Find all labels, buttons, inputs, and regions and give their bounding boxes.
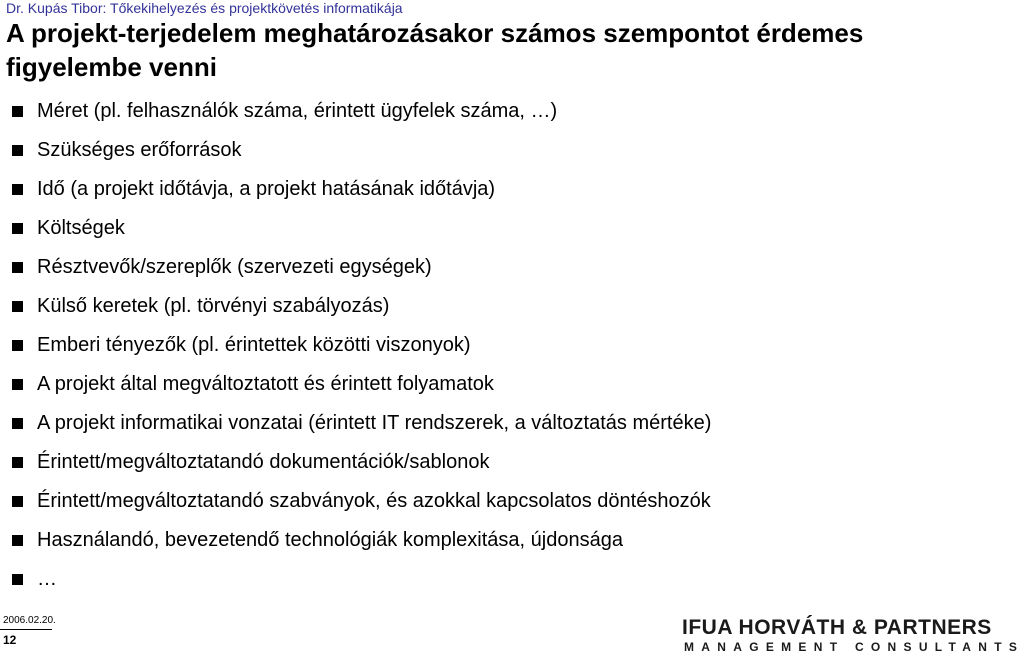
company-logo [682, 616, 1024, 656]
bullet-item [0, 92, 960, 131]
bullet-text: Érintett/megváltoztatandó dokumentációk/sablonok [37, 451, 490, 473]
bullet-text: A projekt informatikai vonzatai (érintett IT rendszerek, a változtatás mértéke) [37, 412, 712, 434]
bullet-item [0, 521, 960, 560]
bullet-text: Szükséges erőforrások [37, 139, 242, 161]
bullet-list [0, 92, 960, 599]
square-bullet-icon [12, 301, 23, 312]
bullet-item [0, 170, 960, 209]
footer-date: 2006.02.20. [3, 615, 56, 626]
square-bullet-icon [12, 574, 23, 585]
page-number: 12 [3, 633, 17, 647]
bullet-item [0, 404, 960, 443]
bullet-text: Használandó, bevezetendő technológiák komplexitása, újdonsága [37, 529, 623, 551]
bullet-text: A projekt által megváltoztatott és érintett folyamatok [37, 373, 494, 395]
square-bullet-icon [12, 184, 23, 195]
bullet-text: Idő (a projekt időtávja, a projekt hatásának időtávja) [37, 178, 496, 200]
square-bullet-icon [12, 379, 23, 390]
square-bullet-icon [12, 106, 23, 117]
logo-name: IFUA HORVÁTH & PARTNERS [682, 616, 992, 639]
square-bullet-icon [12, 340, 23, 351]
footer-divider [0, 629, 52, 630]
square-bullet-icon [12, 496, 23, 507]
bullet-text: Költségek [37, 217, 125, 239]
bullet-item [0, 248, 960, 287]
bullet-text: Résztvevők/szereplők (szervezeti egységek) [37, 256, 432, 278]
presentation-header: Dr. Kupás Tibor: Tőkekihelyezés és projektkövetés informatikája [6, 0, 403, 16]
bullet-item [0, 287, 960, 326]
bullet-item [0, 209, 960, 248]
bullet-text: … [37, 568, 57, 590]
bullet-text: Méret (pl. felhasználók száma, érintett ügyfelek száma, …) [37, 100, 558, 122]
bullet-item [0, 326, 960, 365]
square-bullet-icon [12, 262, 23, 273]
bullet-item [0, 443, 960, 482]
bullet-item [0, 482, 960, 521]
bullet-text: Emberi tényezők (pl. érintettek közötti viszonyok) [37, 334, 471, 356]
bullet-item [0, 560, 960, 599]
bullet-text: Külső keretek (pl. törvényi szabályozás) [37, 295, 390, 317]
square-bullet-icon [12, 535, 23, 546]
bullet-item [0, 365, 960, 404]
square-bullet-icon [12, 418, 23, 429]
slide-title: A projekt-terjedelem meghatározásakor számos szempontot érdemes figyelembe venni [6, 18, 864, 82]
square-bullet-icon [12, 223, 23, 234]
square-bullet-icon [12, 457, 23, 468]
bullet-text: Érintett/megváltoztatandó szabványok, és azokkal kapcsolatos döntéshozók [37, 490, 711, 512]
bullet-item [0, 131, 960, 170]
square-bullet-icon [12, 145, 23, 156]
logo-tagline: MANAGEMENT CONSULTANTS [684, 640, 1024, 654]
